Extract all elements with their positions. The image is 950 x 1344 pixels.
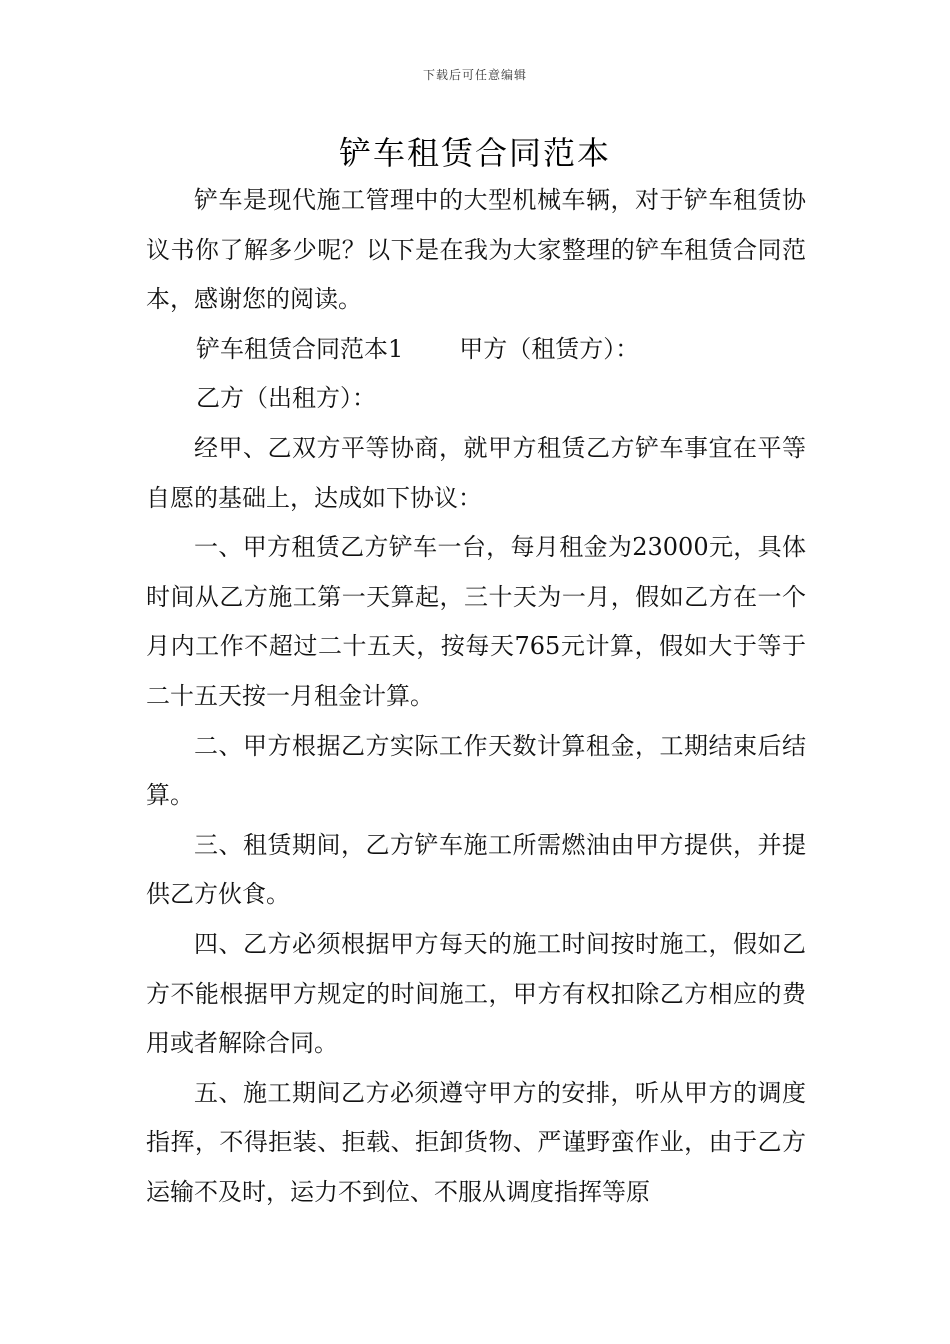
- clause-2: 二、甲方根据乙方实际工作天数计算租金，工期结束后结算。: [146, 731, 806, 810]
- clause-3: 三、租赁期间，乙方铲车施工所需燃油由甲方提供，并提供乙方伙食。: [146, 830, 806, 909]
- intro-paragraph: 铲车是现代施工管理中的大型机械车辆，对于铲车租赁协议书你了解多少呢？以下是在我为大家整理的铲车租赁合同范本，感谢您的阅读。: [146, 186, 806, 314]
- document-title: 铲车租赁合同范本: [338, 134, 611, 172]
- clause-4: 四、乙方必须根据甲方每天的施工时间按时施工，假如乙方不能根据甲方规定的时间施工，甲方有权扣除乙方相应的费用或者解除合同。: [146, 929, 806, 1058]
- preamble-paragraph: 经甲、乙双方平等协商，就甲方租赁乙方铲车事宜在平等自愿的基础上，达成如下协议：: [146, 433, 806, 512]
- document-body: [146, 176, 806, 1217]
- party-a-label: 甲方（租赁方）：: [459, 334, 640, 363]
- party-b-label: 乙方（出租方）：: [196, 384, 376, 413]
- clause-5: 五、施工期间乙方必须遵守甲方的安排，听从甲方的调度指挥，不得拒装、拒载、拒卸货物、严谨野蛮作业，由于乙方运输不及时，运力不到位、不服从调度指挥等原: [146, 1078, 806, 1206]
- header-note: 下载后可任意编辑: [422, 68, 527, 82]
- clause-1: 一、甲方租赁乙方铲车一台，每月租金为23000元，具体时间从乙方施工第一天算起，三十天为一月，假如乙方在一个月内工作不超过二十五天，按每天765元计算，假如大于等于二十五天按一月租金计算。: [146, 533, 806, 710]
- sample-heading-line: [146, 325, 806, 375]
- sample-heading: 铲车租赁合同范本1: [196, 334, 404, 363]
